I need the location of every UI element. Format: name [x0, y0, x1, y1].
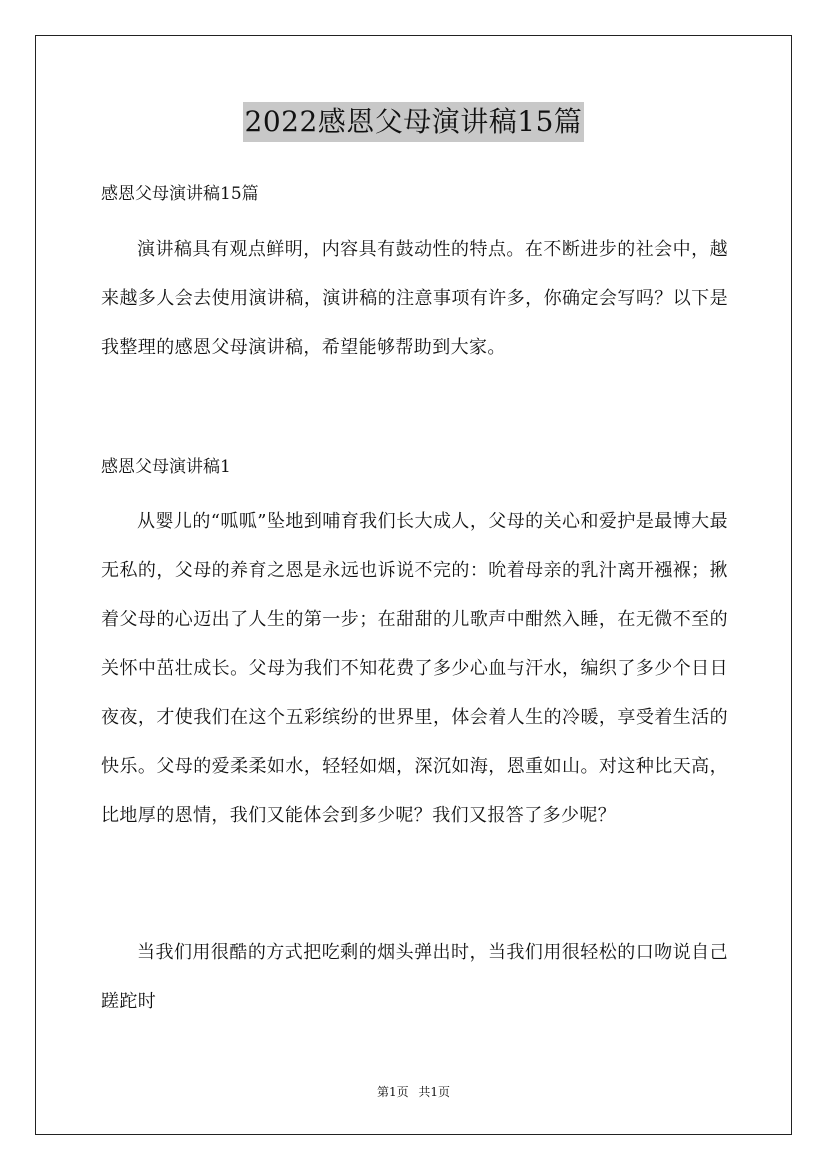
- section-heading-1: 感恩父母演讲稿1: [101, 457, 231, 477]
- document-subtitle: 感恩父母演讲稿15篇: [101, 184, 259, 204]
- page-footer: [0, 1084, 827, 1100]
- section-1-paragraph-2: 当我们用很酷的方式把吃剩的烟头弹出时，当我们用很轻松的口吻说自己蹉跎时: [101, 942, 728, 1012]
- page-number-current: 第1页: [376, 1085, 409, 1099]
- section-1-paragraph-1: 从婴儿的“呱呱”坠地到哺育我们长大成人，父母的关心和爱护是最博大最无私的，父母的养育之恩是永远也诉说不完的：吮着母亲的乳汁离开襁褓；揪着父母的心迈出了人生的第一步；在甜甜的儿歌声中酣然入睡，在无微不至的关怀中茁壮成长。父母为我们不知花费了多少心血与汗水，编织了多少个日日夜夜，才使我们在这个五彩缤纷的世界里，体会着人生的冷暖，享受着生活的快乐。父母的爱柔柔如水，轻轻如烟，深沉如海，恩重如山。对这种比天高，比地厚的恩情，我们又能体会到多少呢？我们又报答了多少呢？: [101, 511, 728, 826]
- document-title: 2022感恩父母演讲稿15篇: [243, 102, 585, 142]
- page-number-total: 共1页: [418, 1085, 451, 1099]
- intro-paragraph: 演讲稿具有观点鲜明，内容具有鼓动性的特点。在不断进步的社会中，越来越多人会去使用演讲稿，演讲稿的注意事项有许多，你确定会写吗？以下是我整理的感恩父母演讲稿，希望能够帮助到大家。: [101, 239, 728, 358]
- title-container: [0, 102, 827, 142]
